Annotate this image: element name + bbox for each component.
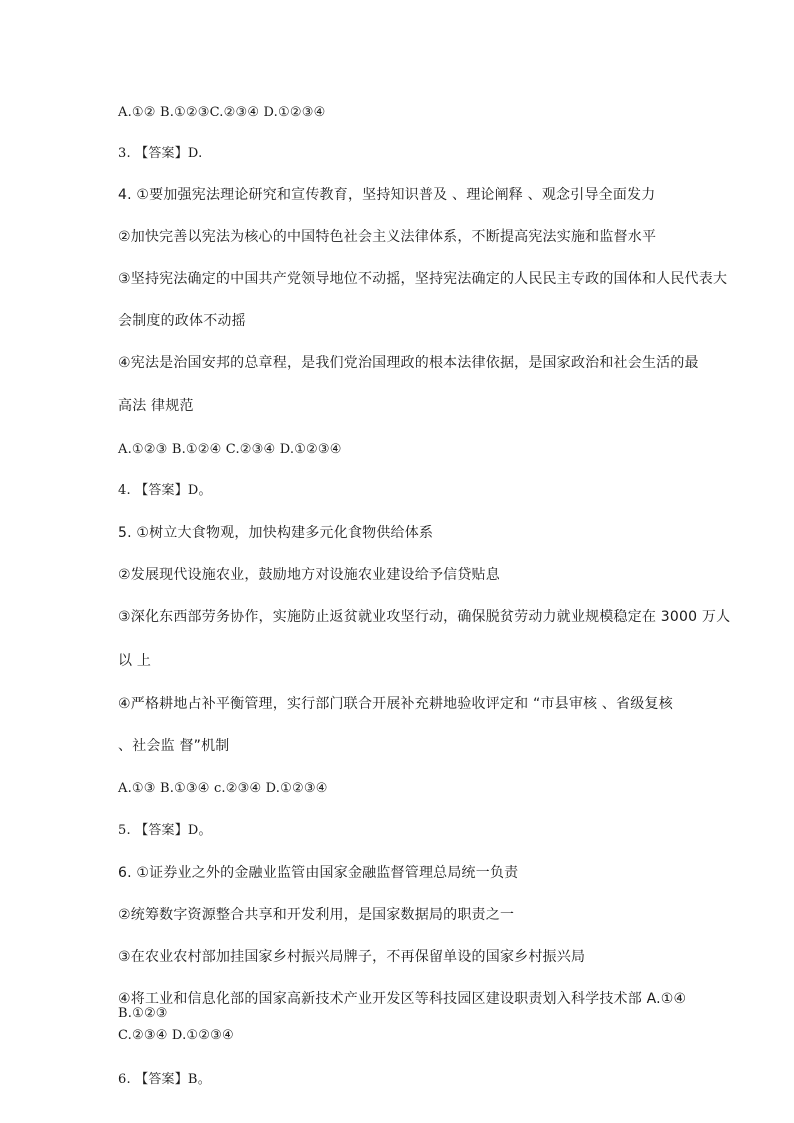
question-5-item-1: 5. ①树立大食物观，加快构建多元化食物供给体系 xyxy=(118,525,434,541)
question-5-item-4: ④严格耕地占补平衡管理，实行部门联合开展补充耕地验收评定和 “市县审核 、省级复核 xyxy=(118,696,673,712)
question-5-item-3-continued: 以 上 xyxy=(118,653,152,669)
question-4-item-4: ④宪法是治国安邦的总章程，是我们党治国理政的根本法律依据，是国家政治和社会生活的最 xyxy=(118,355,699,371)
question-3-answer: 3. 【答案】D. xyxy=(118,146,203,161)
question-6-item-1: 6. ①证券业之外的金融业监管由国家金融监督管理总局统一负责 xyxy=(118,865,519,881)
question-6-item-2: ②统筹数字资源整合共享和开发利用，是国家数据局的职责之一 xyxy=(118,907,515,923)
question-6-option-b: B.①②③ xyxy=(118,1006,168,1021)
question-5-options: A.①③ B.①③④ c.②③④ D.①②③④ xyxy=(118,781,328,796)
question-6-item-4: ④将工业和信息化部的国家高新技术产业开发区等科技园区建设职责划入科学技术部 A.①④ xyxy=(118,991,687,1007)
question-4-item-1: 4. ①要加强宪法理论研究和宣传教育，坚持知识普及 、理论阐释 、观念引导全面发力 xyxy=(118,187,656,203)
question-5-item-4-continued: 、社会监 督”机制 xyxy=(118,738,230,754)
question-4-item-3: ③坚持宪法确定的中国共产党领导地位不动摇，坚持宪法确定的人民民主专政的国体和人民代表大 xyxy=(118,271,728,287)
question-4-options: A.①②③ B.①②④ C.②③④ D.①②③④ xyxy=(118,442,342,457)
question-5-answer: 5. 【答案】D。 xyxy=(118,823,212,838)
question-4-item-2: ②加快完善以宪法为核心的中国特色社会主义法律体系，不断提高宪法实施和监督水平 xyxy=(118,229,657,245)
question-6-answer: 6. 【答案】B。 xyxy=(118,1072,211,1087)
question-5-item-2: ②发展现代设施农业，鼓励地方对设施农业建设给予信贷贴息 xyxy=(118,567,500,583)
question-4-item-3-continued: 会制度的政体不动摇 xyxy=(118,313,246,329)
question-6-options-cd: C.②③④ D.①②③④ xyxy=(118,1028,234,1043)
question-6-item-3: ③在农业农村部加挂国家乡村振兴局牌子，不再保留单设的国家乡村振兴局 xyxy=(118,949,586,965)
question-5-item-3: ③深化东西部劳务协作，实施防止返贫就业攻坚行动，确保脱贫劳动力就业规模稳定在 3000 万人 xyxy=(118,609,731,625)
question-4-item-4-continued: 高法 律规范 xyxy=(118,398,194,414)
question-3-options: A.①② B.①②③C.②③④ D.①②③④ xyxy=(118,105,326,120)
question-4-answer: 4. 【答案】D。 xyxy=(118,483,212,498)
